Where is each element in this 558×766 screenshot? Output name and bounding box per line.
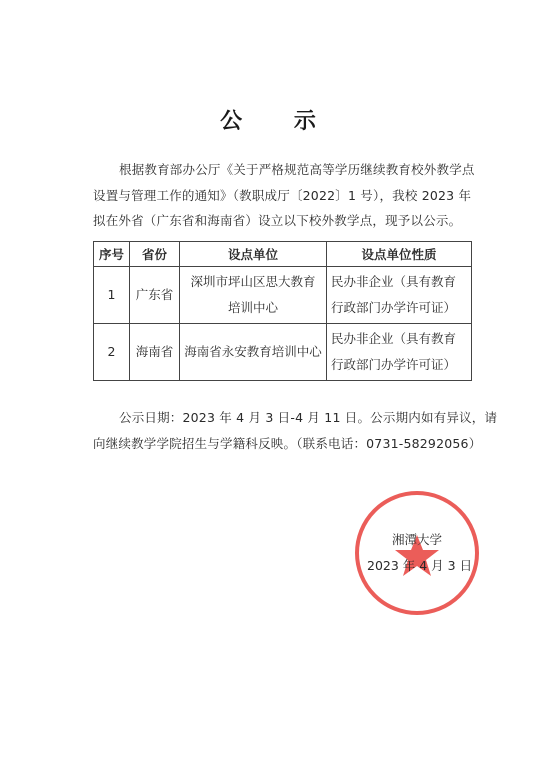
cell-unit-line: 培训中心: [227, 300, 278, 315]
cell-no: 2: [94, 324, 130, 381]
cell-nature: [327, 324, 472, 381]
header-nature: 设点单位性质: [327, 242, 472, 267]
cell-unit-line: 深圳市坪山区思大教育: [190, 274, 316, 289]
cell-nature-line: 行政部门办学许可证）: [331, 357, 457, 372]
header-no: 序号: [94, 242, 130, 267]
intro-line-2: 设置与管理工作的通知》（教职成厅〔2022〕1 号），我校 2023 年: [93, 187, 472, 203]
notice-line-2: 向继续教学学院招生与学籍科反映。（联系电话：0731-58292056）: [93, 435, 482, 451]
table-row: [94, 324, 472, 381]
cell-nature-line: 行政部门办学许可证）: [331, 300, 457, 315]
signature-name: 湘潭大学: [392, 532, 443, 547]
official-seal-icon: [352, 488, 482, 618]
cell-unit-line: 海南省永安教育培训中心: [184, 344, 322, 359]
cell-no: 1: [94, 267, 130, 324]
teaching-point-table: [93, 241, 472, 381]
cell-unit: [180, 267, 327, 324]
intro-line-3: 拟在外省（广东省和海南省）设立以下校外教学点，现予以公示。: [93, 213, 462, 228]
table-header-row: [94, 242, 472, 267]
cell-province: 海南省: [130, 324, 180, 381]
cell-nature: [327, 267, 472, 324]
notice-line-1: 公示日期：2023 年 4 月 3 日-4 月 11 日。公示期内如有异议，请: [119, 410, 498, 425]
cell-nature-line: 民办非企业（具有教育: [331, 331, 457, 346]
page-title: 公 示: [220, 109, 338, 134]
intro-line-1: 根据教育部办公厅《关于严格规范高等学历继续教育校外教学点: [119, 162, 475, 177]
notice-paragraph: [93, 405, 498, 456]
cell-province: 广东省: [130, 267, 180, 324]
cell-unit: [180, 324, 327, 381]
table-row: [94, 267, 472, 324]
header-unit: 设点单位: [180, 242, 327, 267]
header-province: 省份: [130, 242, 180, 267]
intro-paragraph: [93, 157, 473, 234]
signature-date: 2023 年 4 月 3 日: [367, 558, 473, 573]
cell-nature-line: 民办非企业（具有教育: [331, 274, 457, 289]
